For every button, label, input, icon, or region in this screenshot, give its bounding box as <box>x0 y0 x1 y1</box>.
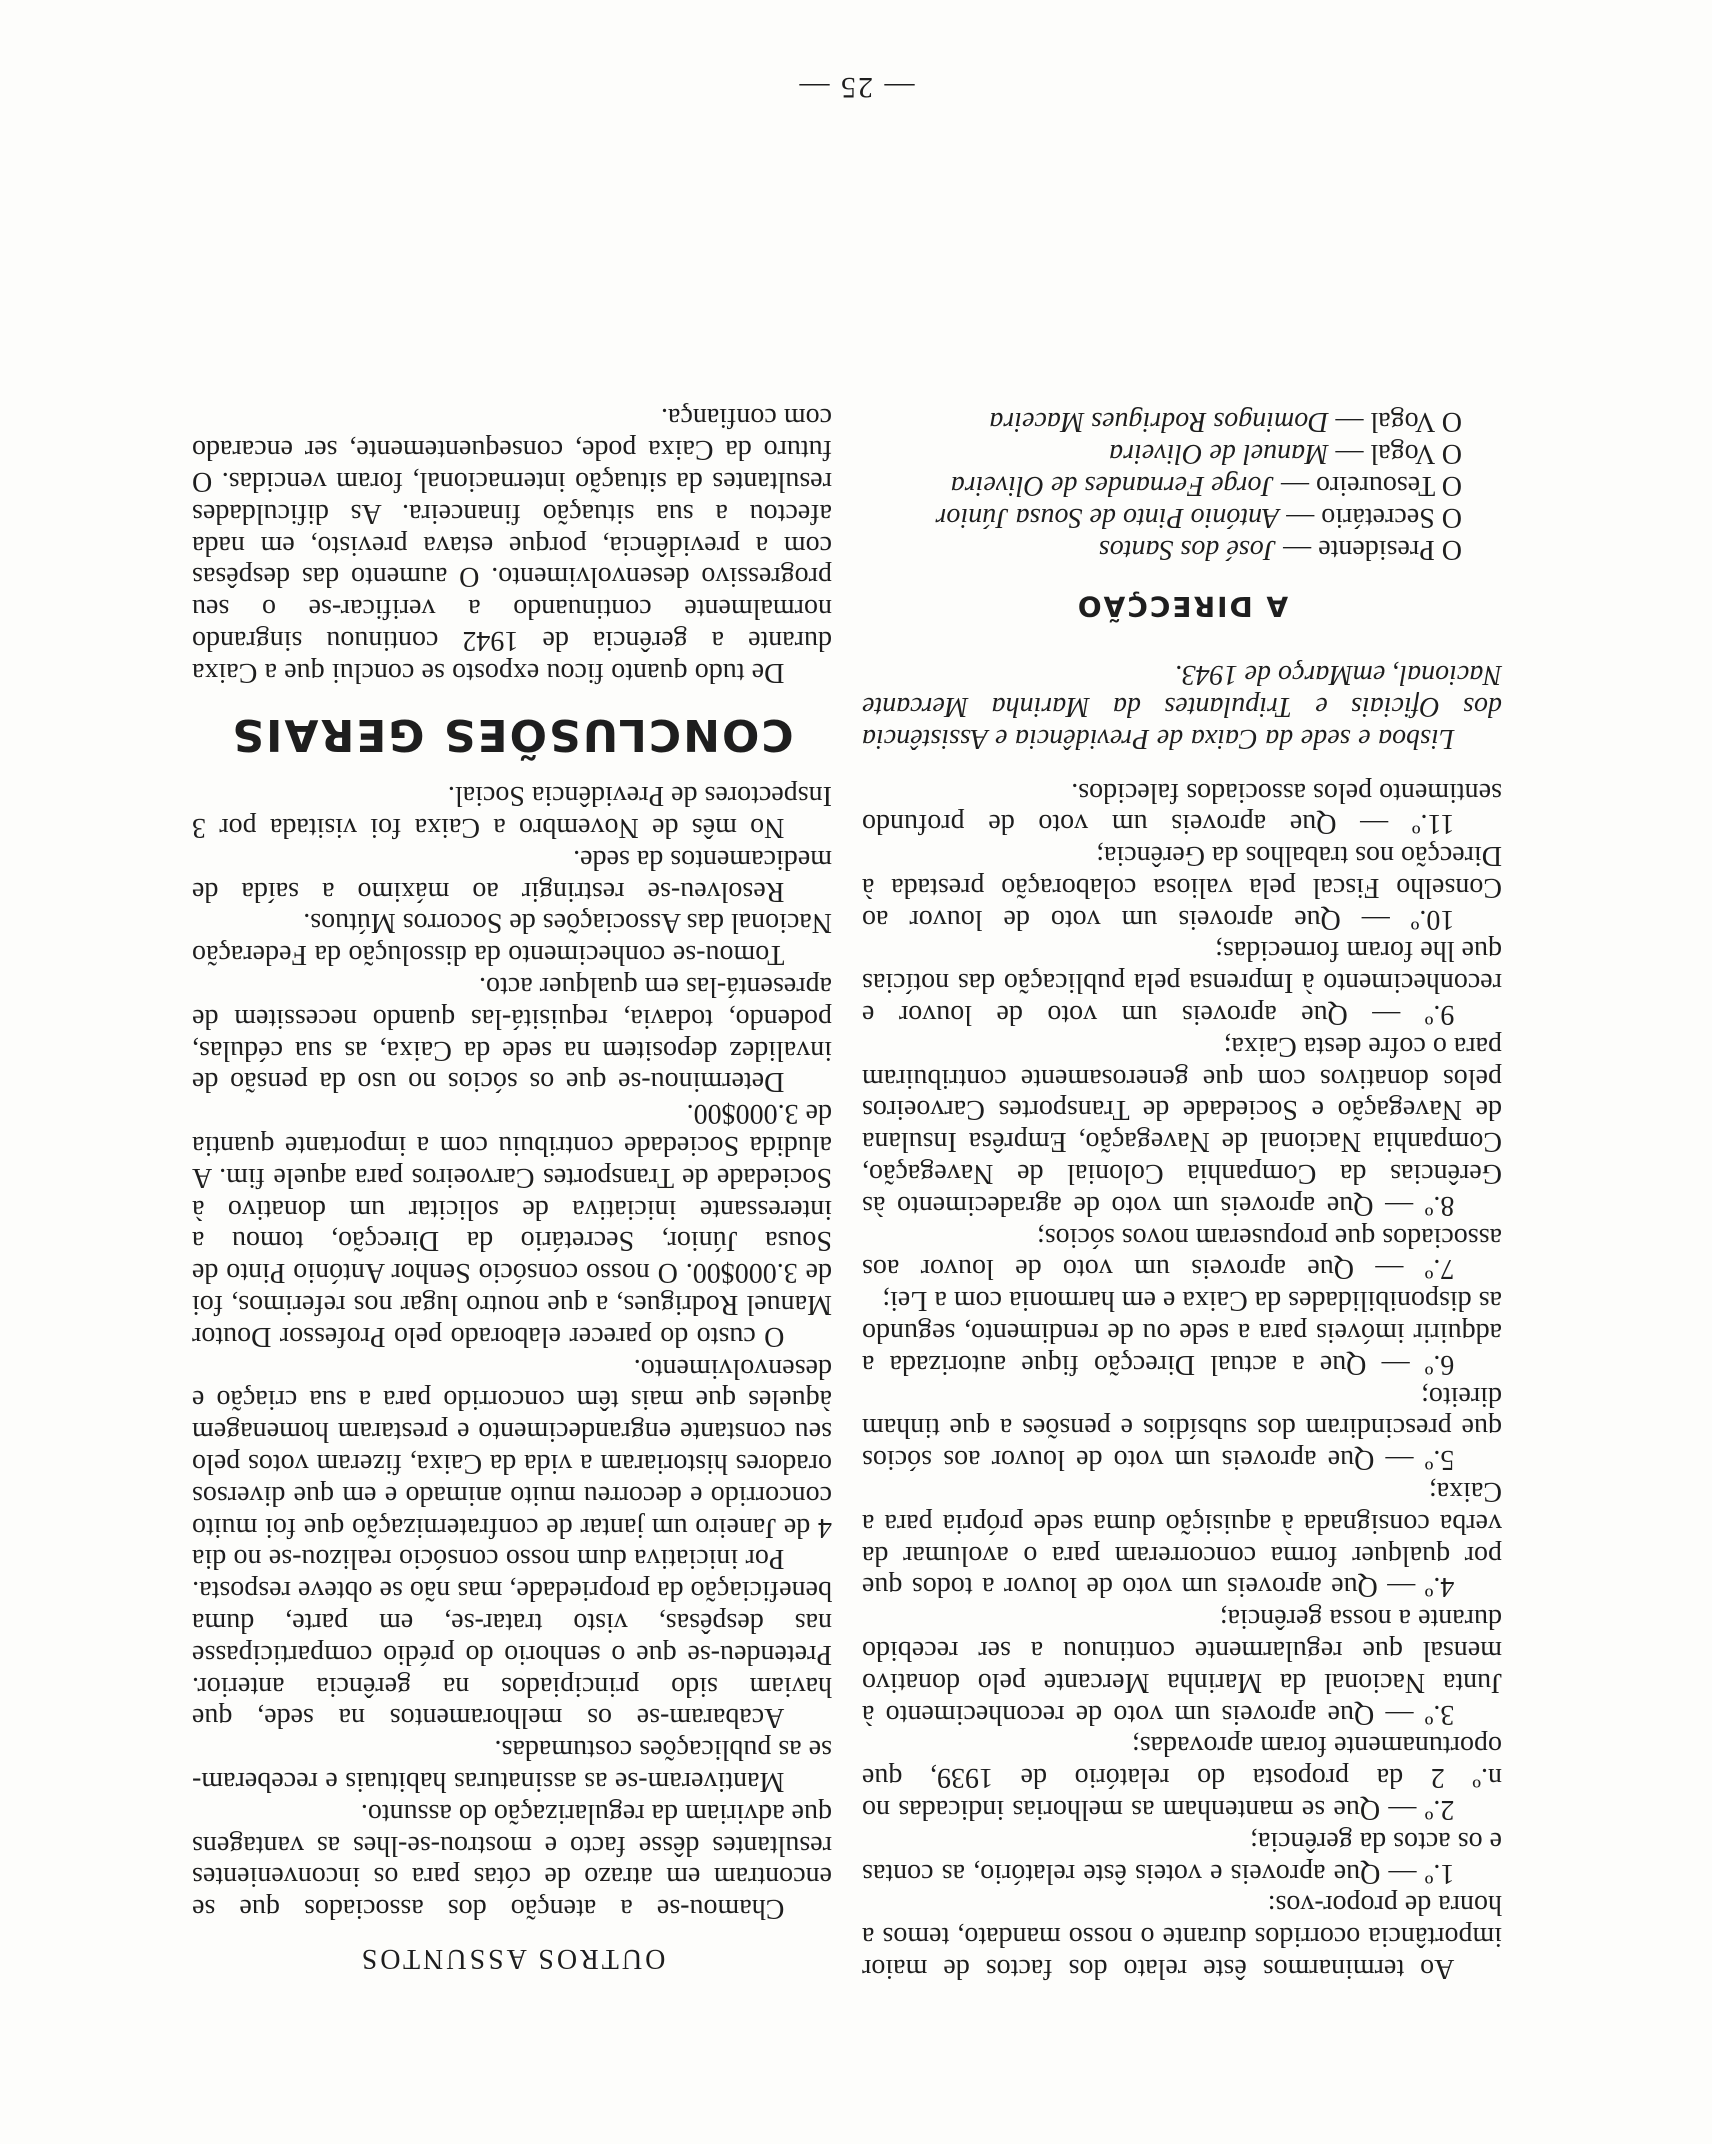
officer-vogal-1 <box>862 437 1502 469</box>
officer-name: Manuel de Oliveira <box>1109 438 1329 470</box>
proposal-2: 2.º — Que se mantenham as melhorias indicadas no n.º 2 da proposta do relatório de 1939, que oportunamente foram aprovadas; <box>862 1730 1502 1826</box>
paragraph-improvements: Acabaram-se os melhoramentos na sede, que haviam sido principiados na gerência anterior. Pretendeu-se que o senhorio do prédio comparticipasse nas despêsas, visto tratar-se, em parte, duma beneficiação da propriedade, mas não se obteve resposta. <box>192 1575 832 1734</box>
dateline: Lisboa e sede da Caixa de Previdência e Assistência dos Oficiais e Tripulantes da Marinha Mercante Nacional, emMarço de 1943. <box>862 659 1502 754</box>
proposal-3: 3.º — Que aproveis um voto de reconhecimento à Junta Nacional da Marinha Mercante pelo donativo mensal que regularmente continuou a ser recebido durante a nossa gerência; <box>862 1603 1502 1730</box>
officer-secretary <box>862 501 1502 533</box>
officer-name: José dos Santos <box>1098 533 1277 565</box>
proposal-10: 10.º — Que aproveis um voto de louvor ao Conselho Fiscal pela valiosa colaboração prestada à Direcção nos trabalhos da Gerência; <box>862 840 1502 935</box>
proposal-11: 11.º — Que aproveis um voto de profundo sentimento pelos associados falecidos. <box>862 776 1502 840</box>
officer-name: Domingos Rodrigues Maceira <box>989 406 1329 438</box>
officer-role: O Secretário — <box>1286 501 1462 533</box>
paragraph-medicines: Resolveu-se restringir ao máximo a saída de medicamentos da sede. <box>192 843 832 907</box>
outros-assuntos-heading: OUTROS ASSUNTOS <box>358 1943 666 1974</box>
proposal-4: 4.º — Que aproveis um voto de louvor a todos que por qualquer forma concorreram para o avolumar da verba consignada à aquisição duma sede própria para a Caixa; <box>862 1476 1502 1603</box>
paragraph-legal-opinion: O custo do parecer elaborado pelo Professor Doutor Manuel Rodrigues, a que noutro lugar nos referimos, foi de 3.000$00. O nosso consócio Senhor António Pinto de Sousa Júnior, Secretário da Direcção, tomou a interessante iniciativa de solicitar um donativo à Sociedade de Transportes Carvoeiros para aquele fim. A aludida Sociedade contribuiu com a importante quantia de 3.000$00. <box>192 1098 832 1352</box>
paragraph-quotas: Chamou-se a atenção dos associados que se encontram em atrazo de cótas para os inconvenientes resultantes dêsse facto e mostrou-se-lhes as vantagens que adviriam da regularização do assunto. <box>192 1797 832 1925</box>
proposal-8: 8.º — Que aproveis um voto de agradecimento às Gerências da Companhia Colonial de Navegação, Companhia Nacional de Navegação, Emprêsa Insulana de Navegação e Sociedade de Transportes Carvoeiros pelos donativos com que generosamente contribuiram para o cofre desta Caixa; <box>862 1030 1502 1221</box>
paragraph-subscriptions: Mantiveram-se as assinaturas habituais e receberam-se as publicações costumadas. <box>192 1734 832 1798</box>
conclusions-paragraph: De tudo quanto ficou exposto se conclui que a Caixa durante a gerência de 1942 continuou singrando normalmente continuando a verificar-se o seu progressivo desenvolvimento. O aumento das despêsas com a previdência, porque estava previsto, em nada afectou a sua situação financeira. As dificuldades resultantes da situação internacional, foram vencidas. O futuro da Caixa pode, consequentemente, ser encarado com confiança. <box>192 402 832 688</box>
proposal-9: 9.º — Que aproveis um voto de louvor e reconhecimento à Imprensa pela publicação das notícias que lhe foram fornecidas; <box>862 935 1502 1031</box>
officer-role: O Vogal — <box>1335 438 1462 470</box>
paragraph-inspection: No mês de Novembro a Caixa foi visitada por 3 Inspectores de Previdência Social. <box>192 780 832 844</box>
officer-name: António Pinto de Sousa Júnior <box>935 501 1280 533</box>
proposal-1: 1.º — Que aproveis e voteis êste relatório, as contas e os actos da gerência; <box>862 1825 1502 1889</box>
officer-treasurer <box>862 469 1502 501</box>
paragraph-pension-cards: Determinou-se que os sócios no uso da pensão de invalidez depositem na sede da Caixa, as sua cédulas, podendo, todavia, requisitá-las quando necessitem de apresentá-las em qualquer acto. <box>192 971 832 1098</box>
proposal-6: 6.º — Que a actual Direcção fique autorizada a adquirir imóveis para a sede ou de rendimento, segundo as disponibilidades da Caixa e em harmonia com a Lei; <box>862 1285 1502 1380</box>
officer-role: O Vogal — <box>1335 406 1462 438</box>
direccao-heading: A DIRECÇÃO <box>1075 590 1289 624</box>
officer-president <box>862 533 1502 565</box>
proposal-7: 7.º — Que aproveis um voto de louvor aos associados que propuseram novos sócios; <box>862 1221 1502 1285</box>
conclusoes-heading: CONCLUSÕES GERAIS <box>230 708 794 760</box>
officer-role: O Presidente — <box>1283 533 1462 565</box>
right-column <box>192 402 832 1974</box>
page-number: — 25 — <box>797 71 915 104</box>
paragraph-dinner: Por iniciativa dum nosso consócio realizou-se no dia 4 de Janeiro um jantar de confraternização que foi muito concorrido e decorreu muito animado e em que diversos oradores historiaram a vida da Caixa, fizeram votos pelo seu constante engrandecimento e prestaram homenagem àqueles que mais têm concorrido para a sua criação e desenvolvimento. <box>192 1352 832 1575</box>
intro-paragraph: Ao terminarmos êste relato dos factos de maior importância ocorridos durante o nosso mandato, temos a honra de propor-vos: <box>862 1889 1502 1984</box>
paragraph-federation: Tomou-se conhecimento da dissolução da Federação Nacional das Associações de Socorros Mútuos. <box>192 907 832 971</box>
proposal-5: 5.º — Que aproveis um voto de louvor aos sócios que prescindiram dos subsídios e pensões a que tinham direito; <box>862 1380 1502 1476</box>
left-column <box>862 406 1502 1984</box>
officer-vogal-2 <box>862 406 1502 438</box>
officer-role: O Tesoureiro — <box>1280 469 1462 501</box>
officer-name: Jorge Fernandes de Oliveira <box>950 469 1274 501</box>
